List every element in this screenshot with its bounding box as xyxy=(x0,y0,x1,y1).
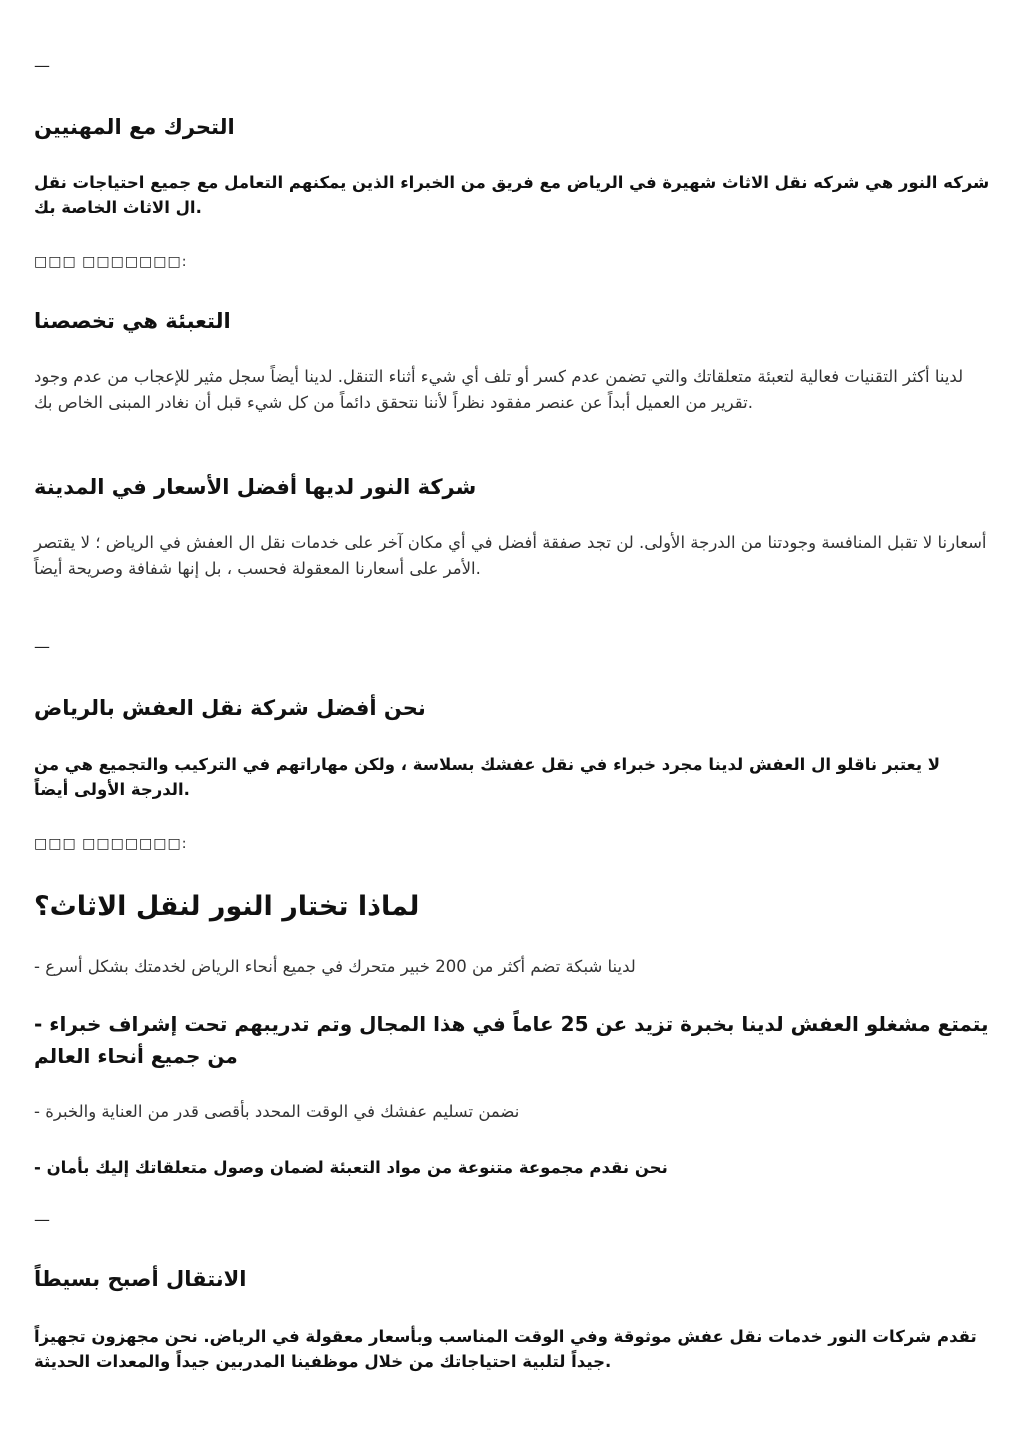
separator: — xyxy=(34,56,50,75)
section-paragraph: لدينا أكثر التقنيات فعالية لتعبئة متعلقاتك والتي تضمن عدم كسر أو تلف أي شيء أثناء التنقل. لدينا أيضاً سجل مثير للإعجاب من عدم وجود تقرير من العميل أبداً عن عنصر مفقود نظراً لأننا نتحقق دائماً من كل شيء قبل أن نغادر المبنى الخاص بك. xyxy=(34,367,964,412)
list-item: - نحن نقدم مجموعة متنوعة من مواد التعبئة لضمان وصول متعلقاتك إليك بأمان xyxy=(34,1158,668,1177)
section-paragraph: تقدم شركات النور خدمات نقل عفش موثوقة وفي الوقت المناسب وبأسعار معقولة في الرياض. نحن مجهزون تجهيزاً جيداً لتلبية احتياجاتك من خلال موظفينا المدربين جيداً والمعدات الحديثة. xyxy=(34,1327,977,1371)
separator: — xyxy=(34,637,50,656)
separator: — xyxy=(34,1210,50,1229)
section-paragraph: شركه النور هي شركه نقل الاثاث شهيرة في الرياض مع فريق من الخبراء الذين يمكنهم التعامل مع جميع احتياجات نقل ال الاثاث الخاصة بك. xyxy=(34,173,990,217)
section-paragraph: لا يعتبر ناقلو ال العفش لدينا مجرد خبراء في نقل عفشك بسلاسة ، ولكن مهاراتهم في التركيب والتجميع هي من الدرجة الأولى أيضاً. xyxy=(34,755,941,799)
section-heading: نحن أفضل شركة نقل العفش بالرياض xyxy=(34,696,426,720)
read-more-label: □□□ □□□□□□□: xyxy=(34,254,188,270)
read-more-label: □□□ □□□□□□□: xyxy=(34,836,188,852)
section-paragraph: أسعارنا لا تقبل المنافسة وجودتنا من الدرجة الأولى. لن تجد صفقة أفضل في أي مكان آخر على خدمات نقل ال العفش في الرياض ؛ لا يقتصر الأمر على أسعارنا المعقولة فحسب ، بل إنها شفافة وصريحة أيضاً. xyxy=(34,533,987,578)
list-item: - نضمن تسليم عفشك في الوقت المحدد بأقصى قدر من العناية والخبرة xyxy=(34,1102,520,1121)
list-item: - يتمتع مشغلو العفش لدينا بخبرة تزيد عن 25 عاماً في هذا المجال وتم تدريبهم تحت إشراف خبراء من جميع أنحاء العالم xyxy=(34,1012,989,1068)
section-heading: التحرك مع المهنيين xyxy=(34,115,235,139)
section-heading: الانتقال أصبح بسيطاً xyxy=(34,1267,247,1291)
section-heading: لماذا تختار النور لنقل الاثاث؟ xyxy=(34,891,420,922)
list-item: - لدينا شبكة تضم أكثر من 200 خبير متحرك في جميع أنحاء الرياض لخدمتك بشكل أسرع xyxy=(34,957,636,976)
section-heading: شركة النور لديها أفضل الأسعار في المدينة xyxy=(34,475,477,499)
section-heading: التعبئة هي تخصصنا xyxy=(34,309,231,333)
